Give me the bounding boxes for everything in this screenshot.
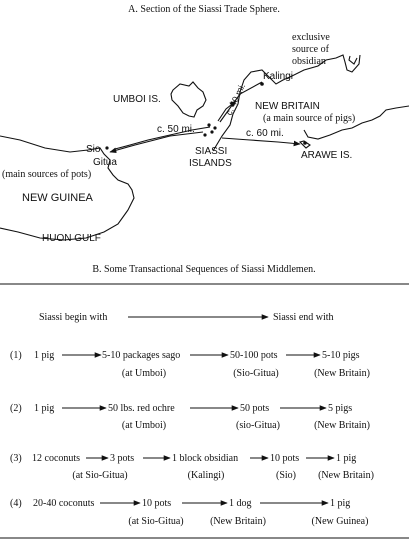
step-item: 1 block obsidian	[172, 453, 239, 464]
step-place: (sio-Gitua)	[236, 420, 280, 431]
map-labels	[2, 32, 355, 244]
sequence-number: (2)	[10, 403, 22, 414]
distance-60-label: c. 60 mi.	[246, 128, 284, 139]
sequence-4	[10, 498, 368, 527]
section-a-heading: A. Section of the Siassi Trade Sphere.	[128, 4, 280, 15]
step-place: (New Britain)	[210, 516, 266, 527]
step-item: 50 lbs. red ochre	[108, 403, 175, 414]
siassi-dot-2	[213, 126, 216, 129]
distance-40-label: c. 40 mi.	[223, 81, 248, 117]
step-place: (at Umboi)	[121, 368, 167, 379]
step-item: 1 pig	[34, 403, 55, 414]
sequence-2	[10, 403, 370, 431]
arawe-label: ARAWE IS.	[301, 150, 353, 161]
step-place: (New Guinea)	[311, 516, 369, 527]
step-place: (at Sio-Gitua)	[128, 516, 184, 527]
huon-gulf-label: HUON GULF	[42, 233, 101, 244]
begin-label: Siassi begin with	[39, 312, 108, 323]
step-item: 5 pigs	[328, 403, 353, 414]
step-item: 5-10 pigs	[322, 350, 360, 361]
new-guinea-label: NEW GUINEA	[22, 192, 93, 204]
siassi-dot-4	[203, 133, 206, 136]
step-item: 50 pots	[240, 403, 270, 414]
new-guinea-coastline	[0, 136, 134, 240]
obsidian-pointer	[349, 56, 357, 64]
umboi-island-outline	[171, 82, 206, 117]
sequence-1	[10, 350, 370, 379]
sio-dot	[105, 146, 108, 149]
sio-label: Sio	[86, 144, 101, 155]
step-place: (at Umboi)	[121, 420, 167, 431]
siassi-dot-1	[207, 123, 210, 126]
exclusive-label-2: source of	[292, 44, 329, 55]
end-label: Siassi end with	[273, 312, 334, 323]
step-place: (New Britain)	[318, 470, 374, 481]
step-item: 1 pig	[330, 498, 351, 509]
step-item: 50-100 pots	[230, 350, 278, 361]
step-place: (Kalingi)	[187, 470, 225, 481]
step-item: 10 pots	[142, 498, 172, 509]
distance-50-label: c. 50 mi.	[157, 124, 195, 135]
step-item: 10 pots	[270, 453, 300, 464]
step-item: 1 pig	[336, 453, 357, 464]
step-place: (New Britain)	[314, 420, 370, 431]
siassi-label: SIASSI	[195, 146, 228, 157]
step-item: 5-10 packages sago	[102, 350, 181, 361]
section-b-heading: B. Some Transactional Sequences of Siassi Middlemen.	[92, 264, 316, 275]
new-britain-label: NEW BRITAIN	[255, 101, 320, 112]
sequence-number: (3)	[10, 453, 22, 464]
step-item: 12 coconuts	[32, 453, 81, 464]
islands-label: ISLANDS	[189, 158, 232, 169]
umboi-label: UMBOI IS.	[113, 94, 161, 105]
kalingi-label: Kalingi	[263, 71, 294, 82]
step-place: (Sio)	[276, 470, 296, 481]
step-place: (at Sio-Gitua)	[72, 470, 128, 481]
step-place: (New Britain)	[314, 368, 370, 379]
step-item: 1 dog	[229, 498, 252, 509]
pigs-source-label: (a main source of pigs)	[263, 113, 356, 124]
step-item: 20-40 coconuts	[33, 498, 95, 509]
siassi-dot-3	[210, 130, 213, 133]
step-place: (Sio-Gitua)	[233, 368, 279, 379]
kalingi-dot	[260, 82, 264, 86]
sequence-number: (4)	[10, 498, 22, 509]
pots-source-label: (main sources of pots)	[2, 169, 92, 180]
step-item: 1 pig	[34, 350, 55, 361]
gitua-label: Gitua	[93, 157, 117, 168]
exclusive-label-3: obsidian	[292, 56, 326, 67]
arawe-dot	[303, 141, 307, 145]
sequence-3	[10, 453, 374, 481]
exclusive-label-1: exclusive	[292, 32, 330, 43]
route-siassi-sio	[110, 132, 203, 152]
step-item: 3 pots	[110, 453, 135, 464]
sequence-number: (1)	[10, 350, 22, 361]
